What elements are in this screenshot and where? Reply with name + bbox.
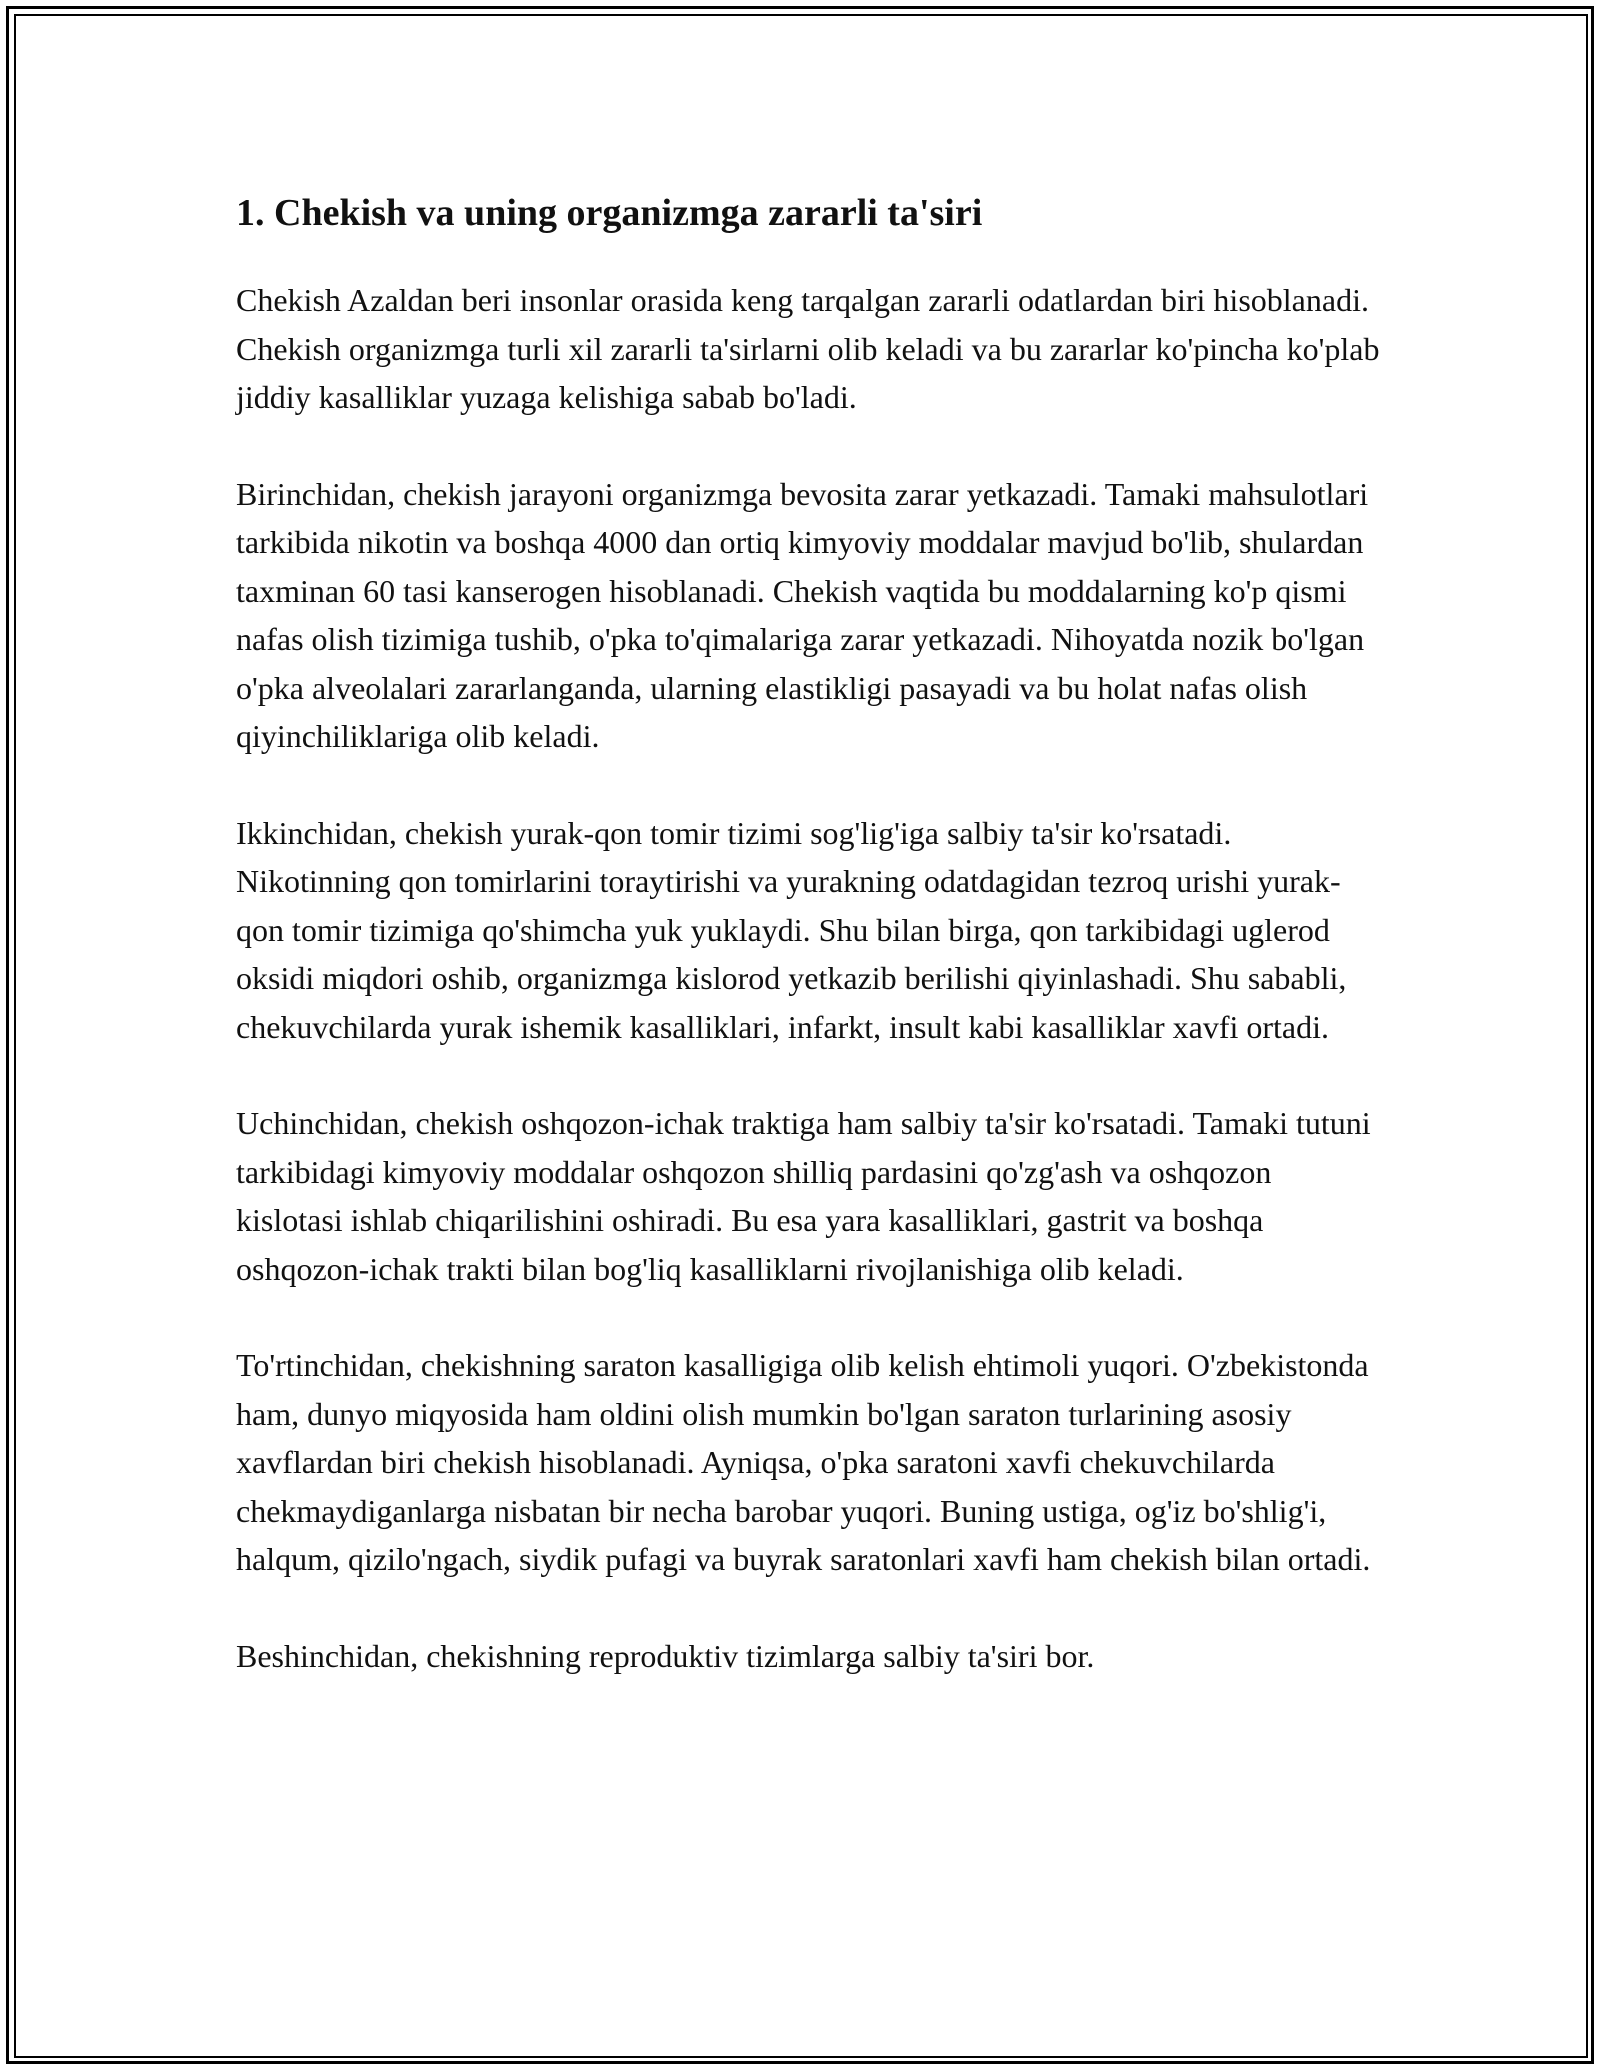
paragraph-second: Ikkinchidan, chekish yurak-qon tomir tizimi sog'lig'iga salbiy ta'sir ko'rsatadi. Nikotinning qon tomirlarini toraytirishi va yurakning odatdagidan tezroq urishi yurak-qon tomir tizimiga qo'shimcha yuk yuklaydi. Shu bilan birga, qon tarkibidagi uglerod oksidi miqdori oshib, organizmga kislorod yetkazib berilishi qiyinlashadi. Shu sababli, chekuvchilarda yurak ishemik kasalliklari, infarkt, insult kabi kasalliklar xavfi ortadi. [236, 814, 1347, 1045]
paragraph-fifth: Beshinchidan, chekishning reproduktiv tizimlarga salbiy ta'siri bor. [236, 1637, 1095, 1674]
paragraph-intro: Chekish Azaldan beri insonlar orasida keng tarqalgan zararli odatlardan biri hisoblanadi. Chekish organizmga turli xil zararli ta'sirlarni olib keladi va bu zararlar ko'pincha ko'plab jiddiy kasalliklar yuzaga kelishiga sabab bo'ladi. [236, 282, 1380, 415]
document-body [236, 186, 1386, 1728]
paragraph-fourth: To'rtinchidan, chekishning saraton kasalligiga olib kelish ehtimoli yuqori. O'zbekistonda ham, dunyo miqyosida ham oldini olish mumkin bo'lgan saraton turlarining asosiy xavflardan biri chekish hisoblanadi. Ayniqsa, o'pka saratoni xavfi chekuvchilarda chekmaydiganlarga nisbatan bir necha barobar yuqori. Buning ustiga, og'iz bo'shlig'i, halqum, qizilo'ngach, siydik pufagi va buyrak saratonlari xavfi ham chekish bilan ortadi. [236, 1347, 1371, 1577]
paragraph-third: Uchinchidan, chekish oshqozon-ichak traktiga ham salbiy ta'sir ko'rsatadi. Tamaki tutuni tarkibidagi kimyoviy moddalar oshqozon shilliq pardasini qo'zg'ash va oshqozon kislotasi ishlab chiqarilishini oshiradi. Bu esa yara kasalliklari, gastrit va boshqa oshqozon-ichak trakti bilan bog'liq kasalliklarni rivojlanishiga olib keladi. [236, 1105, 1371, 1287]
section-heading: 1. Chekish va uning organizmga zararli ta'siri [236, 192, 983, 234]
paragraph-first: Birinchidan, chekish jarayoni organizmga bevosita zarar yetkazadi. Tamaki mahsulotlari tarkibida nikotin va boshqa 4000 dan ortiq kimyoviy moddalar mavjud bo'lib, shulardan taxminan 60 tasi kanserogen hisoblanadi. Chekish vaqtida bu moddalarning ko'p qismi nafas olish tizimiga tushib, o'pka to'qimalariga zarar yetkazadi. Nihoyatda nozik bo'lgan o'pka alveolalari zararlanganda, ularning elastikligi pasayadi va bu holat nafas olish qiyinchiliklariga olib keladi. [236, 475, 1369, 754]
